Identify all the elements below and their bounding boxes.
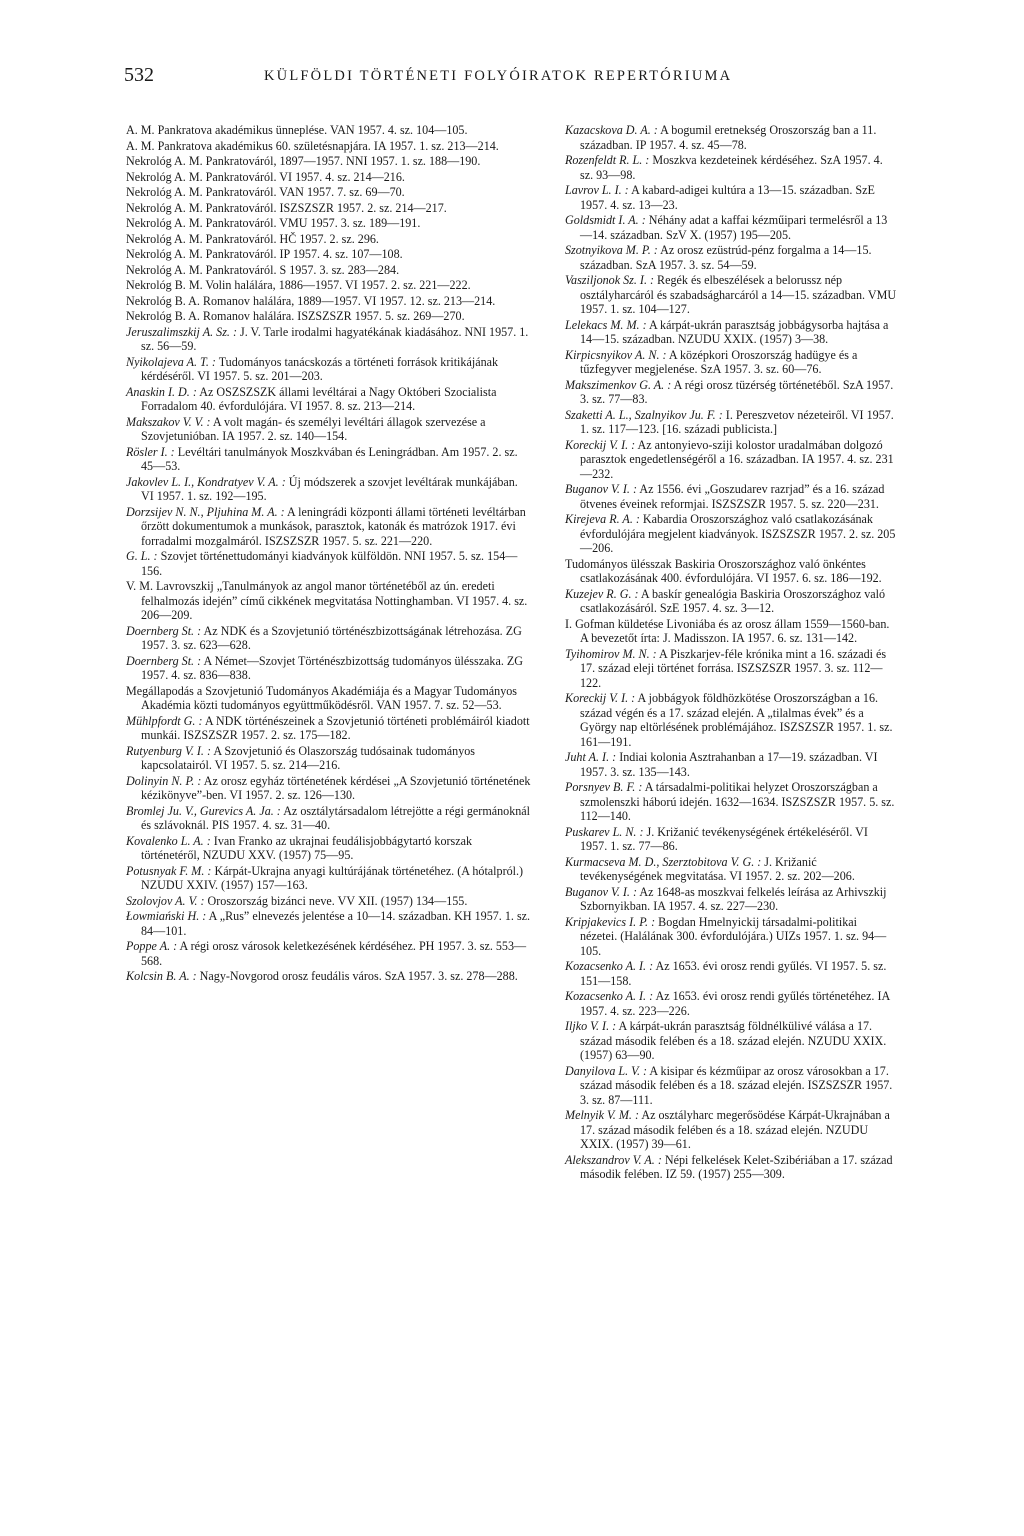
bibliography-entry [565,557,897,586]
entry-text: Szovjet történettudományi kiadványok külföldön. NNI 1957. 5. sz. 154—156. [141,549,518,578]
bibliography-entry [126,139,532,154]
entry-author: Danyilova L. V. : [565,1063,648,1078]
entry-author: Potusnyak F. M. : [126,863,212,878]
entry-author: G. L. : [126,549,158,563]
entry-text: A kisipar és kézműipar az orosz városokban a 17. század második felében és a 18. század elején. ISZSZSZR 1957. 3. sz. 87—111. [580,1063,893,1107]
entry-author: Buganov V. I. : [565,482,637,496]
entry-text: A volt magán- és személyi levéltári állagok szervezése a Szovjetunióban. IA 1957. 2. sz. 140—154. [141,414,486,443]
bibliography-entry [565,750,897,779]
entry-text: Moszkva kezdeteinek kérdéséhez. SzA 1957. 4. sz. 93—98. [580,153,883,182]
entry-text: A régi orosz tüzérség történetéből. SzA 1957. 3. sz. 77—83. [580,377,894,406]
bibliography-entry [565,348,897,377]
entry-author: Kirejeva R. A. : [565,512,640,526]
entry-text: J. Križanić tevékenységének megvitatása. VI 1957. 2. sz. 202—206. [580,854,855,883]
entry-text: Ivan Franko az ukrajnai feudálisjobbágytartó korszak történetéről, NZUDU XXV. (1957) 75—95. [141,833,473,862]
bibliography-entry [565,123,897,152]
entry-author: Juht A. I. : [565,750,617,764]
entry-text: Nekrológ A. M. Pankratováról. S 1957. 3. sz. 283—284. [126,262,400,277]
entry-author: Melnyik V. M. : [565,1108,639,1122]
entry-author: Bromlej Ju. V., Gurevics A. Ja. : [126,803,281,818]
entry-text: Nekrológ B. A. Romanov halálára. ISZSZSZR 1957. 5. sz. 269—270. [126,309,465,323]
entry-text: A Német—Szovjet Történészbizottság tudományos ülésszaka. ZG 1957. 4. sz. 836—838. [141,653,524,682]
bibliography-entry [565,989,897,1018]
entry-author: Tyihomirov M. N. : [565,646,657,661]
entry-text: Az 1556. évi „Goszudarev razrjad” és a 16. század ötvenes éveinek reformjai. ISZSZSZR 1957. 5. sz. 220—231. [580,482,885,511]
entry-text: Kabardia Oroszországhoz való csatlakozásának évfordulójára megjelent kiadványok. ISZSZSZR 1957. 2. sz. 205—206. [580,512,896,555]
bibliography-entry [565,587,897,616]
bibliography-entry [126,475,532,504]
bibliography-entry [126,939,532,968]
entry-author: Lelekacs M. M. : [565,317,647,332]
bibliography-entry [565,1108,897,1152]
entry-author: Kazacskova D. A. : [565,123,658,137]
entry-author: Jeruszalimszkij A. Sz. : [126,324,237,339]
entry-author: Kovalenko L. A. : [126,833,211,848]
entry-text: Nekrológ A. M. Pankratováról. VI 1957. 4. sz. 214—216. [126,169,405,184]
entry-text: A kabard-adigei kultúra a 13—15. században. SzE 1957. 4. sz. 13—23. [580,183,875,212]
entry-author: Doernberg St. : [126,623,202,638]
bibliography-entry [565,1064,897,1108]
entry-text: Indiai kolonia Asztrahanban a 17—19. században. VI 1957. 3. sz. 135—143. [580,750,878,779]
entry-text: Az osztálytársadalom létrejötte a régi germánoknál és szlávoknál. PIS 1957. 4. sz. 31—40. [141,803,531,832]
entry-text: Az osztályharc megerősödése Kárpát-Ukrajnában a 17. század második felében és a 18. század elején. NZUDU XXIX. (1957) 39—61. [580,1108,890,1151]
entry-author: Szolovjov A. V. : [126,893,205,908]
bibliography-entry [126,714,532,743]
entry-text: Néhány adat a kaffai kézműipari termelésről a 13—14. században. SzV X. (1957) 195—205. [580,213,888,242]
entry-text: Új módszerek a szovjet levéltárak munkájában. VI 1957. 1. sz. 192—195. [141,474,518,503]
bibliography-entry [126,744,532,773]
entry-text: A Szovjetunió és Olaszország tudósainak tudományos kapcsolatairól. VI 1957. 5. sz. 214—216. [141,743,475,772]
entry-text: Nekrológ A. M. Pankratováról. HČ 1957. 2. sz. 296. [126,231,379,246]
bibliography-entry [126,355,532,384]
entry-author: Alekszandrov V. A. : [565,1152,662,1167]
bibliography-entry [565,213,897,242]
entry-text: Megállapodás a Szovjetunió Tudományos Akadémiája és a Magyar Tudományos Akadémia közti tudományos együttműködésről. VAN 1957. 7. sz. 52—53. [126,683,517,712]
entry-author: Makszakov V. V. : [126,414,211,429]
entry-author: Vasziljonok Sz. I. : [565,273,655,287]
bibliography-entry [126,216,532,231]
entry-text: Nekrológ A. M. Pankratováról. ISZSZSZR 1957. 2. sz. 214—217. [126,200,447,215]
bibliography-entry [565,1019,897,1063]
bibliography-entry [565,825,897,854]
entry-text: A kárpát-ukrán parasztság földnélkülivé válása a 17. század második felében és a 18. század elején. NZUDU XXIX. (1957) 63—90. [580,1019,887,1062]
bibliography-entry [126,684,532,713]
entry-text: A kárpát-ukrán parasztság jobbágysorba hajtása a 14—15. században. NZUDU XXIX. (1957) 3—38. [580,317,889,346]
entry-author: Koreckij V. I. : [565,691,636,705]
bibliography-entry [565,243,897,272]
entry-text: J. Križanić tevékenységének értékeléséről. VI 1957. 1. sz. 77—86. [580,824,868,853]
bibliography-entry [126,415,532,444]
bibliography-entry [126,170,532,185]
entry-text: V. M. Lavrovszkij „Tanulmányok az angol manor történetéből az ún. eredeti felhalmozás idején” című cikkének megvitatása Nottinghamban. VI 1957. 4. sz. 206—209. [126,579,528,622]
left-column [126,123,532,985]
entry-author: Kurmacseva M. D., Szerztobitova V. G. : [565,854,762,869]
bibliography-entry [126,804,532,833]
entry-author: Porsnyev B. F. : [565,780,643,794]
entry-text: A NDK történészeinek a Szovjetunió történeti problémáiról kiadott munkái. ISZSZSZR 1957. 2. sz. 175—182. [141,713,530,742]
entry-text: Nekrológ A. M. Pankratováról. IP 1957. 4. sz. 107—108. [126,247,403,261]
entry-author: Buganov V. I. : [565,884,637,899]
entry-author: Dolinyin N. P. : [126,773,202,788]
entry-author: Jakovlev L. I., Kondratyev V. A. : [126,474,286,489]
bibliography-entry [126,325,532,354]
entry-text: A régi orosz városok keletkezésének kérdéséhez. PH 1957. 3. sz. 553—568. [141,939,527,968]
bibliography-entry [126,774,532,803]
bibliography-entry [565,617,897,646]
bibliography-entry [126,864,532,893]
entry-author: Poppe A. : [126,939,178,953]
entry-author: Szotnyikova M. P. : [565,243,658,257]
bibliography-entry [126,294,532,309]
bibliography-entry [565,691,897,749]
bibliography-entry [126,654,532,683]
bibliography-entry [565,408,897,437]
bibliography-entry [126,247,532,262]
bibliography-entry [565,482,897,511]
bibliography-entry [126,969,532,984]
page-number: 532 [124,64,154,86]
entry-text: A. M. Pankratova akadémikus 60. születésnapjára. IA 1957. 1. sz. 213—214. [126,138,499,153]
bibliography-entry [126,624,532,653]
bibliography-entry [565,378,897,407]
bibliography-entry [565,1153,897,1182]
entry-text: Nekrológ A. M. Pankratováról, 1897—1957. NNI 1957. 1. sz. 188—190. [126,154,481,168]
entry-text: Az NDK és a Szovjetunió történészbizottságának létrehozása. ZG 1957. 3. sz. 623—628. [141,623,522,652]
entry-text: Tudományos ülésszak Baskiria Oroszországhoz való önkéntes csatlakozásának 400. évfordulójára. VI 1957. 6. sz. 186—192. [565,556,882,585]
bibliography-entry [126,445,532,474]
entry-text: Az 1653. évi orosz rendi gyűlés. VI 1957. 5. sz. 151—158. [580,959,887,988]
bibliography-entry [126,834,532,863]
entry-text: A. M. Pankratova akadémikus ünneplése. VAN 1957. 4. sz. 104—105. [126,123,468,137]
bibliography-entry [565,512,897,556]
entry-author: Koreckij V. I. : [565,437,636,452]
bibliography-entry [126,185,532,200]
entry-author: Kozacsenko A. I. : [565,989,654,1003]
entry-text: A baskír genealógia Baskiria Oroszországhoz való csatlakozásáról. SzE 1957. 4. sz. 3—12. [580,586,886,615]
entry-text: Népi felkelések Kelet-Szibériában a 17. század második felében. IZ 59. (1957) 255—309. [580,1152,893,1181]
bibliography-entry [126,505,532,549]
bibliography-entry [126,894,532,909]
entry-author: Iljko V. I. : [565,1019,617,1033]
entry-text: A társadalmi-politikai helyzet Oroszországban a szmolenszki háború idején. 1632—1634. ISZSZSZR 1957. 5. sz. 112—140. [580,780,895,823]
entry-author: Szaketti A. L., Szalnyikov Ju. F. : [565,407,723,422]
right-column [565,123,897,1183]
entry-text: A jobbágyok földhözkötése Oroszországban a 16. század végén és a 17. század elején. A „tilalmas évek” és a György nap eltörlésének problémájához. ISZSZSZR 1957. 1. sz. 161—191. [580,691,893,749]
entry-author: Doernberg St. : [126,653,202,668]
entry-text: Az orosz egyház történetének kérdései „A Szovjetunió történetének kézikönyve”-ben. VI 1957. 2. sz. 126—130. [141,773,531,802]
entry-text: Tudományos tanácskozás a történeti források kritikájának kérdéséről. VI 1957. 5. sz. 201—203. [141,354,499,383]
entry-text: Nagy-Novgorod orosz feudális város. SzA 1957. 3. sz. 278—288. [196,969,518,983]
entry-author: Kirpicsnyikov A. N. : [565,347,667,362]
bibliography-entry [565,318,897,347]
entry-text: I. Pereszvetov nézeteiről. VI 1957. 1. sz. 117—123. [16. századi publicista.] [580,407,894,436]
entry-text: Bogdan Hmelnyickij társadalmi-politikai nézetei. (Halálának 300. évfordulójára.) UIZs 1957. 1. sz. 94—105. [580,914,887,958]
entry-author: Kozacsenko A. I. : [565,959,654,973]
entry-text: Az orosz ezüstrúd-pénz forgalma a 14—15. században. SzA 1957. 3. sz. 54—59. [580,243,872,272]
bibliography-entry [565,885,897,914]
bibliography-entry [126,549,532,578]
entry-author: Goldsmidt I. A. : [565,213,646,227]
bibliography-entry [565,438,897,482]
entry-text: Nekrológ B. M. Volin halálára, 1886—1957. VI 1957. 2. sz. 221—222. [126,278,471,292]
entry-author: Mühlpfordt G. : [126,713,203,728]
entry-text: A leningrádi központi állami történeti levéltárban őrzött dokumentumok a munkások, parasztok, katonák és matrózok 1917. évi forradalmi mozgalmáról. ISZSZSZR 1957. 5. sz. 221—220. [141,504,526,548]
entry-text: Az 1653. évi orosz rendi gyűlés történetéhez. IA 1957. 4. sz. 223—226. [580,989,890,1018]
bibliography-entry [126,232,532,247]
entry-author: Kuzejev R. G. : [565,586,639,601]
entry-text: Az 1648-as moszkvai felkelés leírása az Arhivszkij Szbornyikban. IA 1957. 4. sz. 227—230. [580,884,887,913]
entry-author: Lavrov L. I. : [565,183,629,197]
bibliography-entry [126,278,532,293]
bibliography-entry [565,183,897,212]
entry-author: Puskarev L. N. : [565,824,644,839]
bibliography-entry [565,780,897,824]
entry-text: Levéltári tanulmányok Moszkvában és Leningrádban. Am 1957. 2. sz. 45—53. [141,444,518,473]
running-head: KÜLFÖLDI TÖRTÉNETI FOLYÓIRATOK REPERTÓRIUMA [264,68,733,84]
entry-author: Rösler I. : [126,444,175,459]
entry-author: Makszimenkov G. A. : [565,377,672,392]
bibliography-entry [565,273,897,317]
entry-author: Rozenfeldt R. L. : [565,153,650,167]
entry-author: Dorzsijev N. N., Pljuhina M. A. : [126,504,285,519]
entry-text: Oroszország bizánci neve. VV XII. (1957) 134—155. [204,893,468,908]
bibliography-entry [126,263,532,278]
bibliography-entry [565,915,897,959]
entry-author: Kolcsin B. A. : [126,969,197,983]
entry-text: A középkori Oroszország hadügye és a tűzfegyver megjelenése. SzA 1957. 3. sz. 60—76. [580,347,858,376]
entry-text: Kárpát-Ukrajna anyagi kultúrájának történetéhez. (A hótalpról.) NZUDU XXIV. (1957) 157—163. [141,863,524,892]
entry-author: Rutyenburg V. I. : [126,743,211,758]
entry-author: Anaskin I. D. : [126,384,197,399]
entry-text: Az OSZSZSZK állami levéltárai a Nagy Októberi Szocialista Forradalom 40. évfordulójára. VI 1957. 8. sz. 213—214. [141,384,497,413]
entry-text: I. Gofman küldetése Livoniába és az orosz állam 1559—1560-ban. A bevezetőt írta: J. Madisszon. IA 1957. 6. sz. 131—142. [565,616,890,645]
entry-author: Nyikolajeva A. T. : [126,354,216,369]
entry-text: Az antonyievo-sziji kolostor uradalmában dolgozó parasztok engedetlenségéről a 16. században. IA 1957. 4. sz. 231—232. [580,437,894,481]
bibliography-entry [565,855,897,884]
bibliography-entry [126,385,532,414]
entry-text: A Piszkarjev-féle krónika mint a 16. századi és 17. század eleji történet forrása. ISZSZSZR 1957. 3. sz. 112—122. [580,646,887,690]
entry-text: A „Rus” elnevezés jelentése a 10—14. században. KH 1957. 1. sz. 84—101. [141,909,531,938]
entry-author: Kripjakevics I. P. : [565,914,656,929]
bibliography-entry [565,153,897,182]
bibliography-entry [126,909,532,938]
entry-text: A bogumil eretnekség Oroszország ban a 11. században. IP 1957. 4. sz. 45—78. [580,123,877,152]
entry-text: Nekrológ A. M. Pankratováról. VAN 1957. 7. sz. 69—70. [126,185,405,199]
bibliography-entry [126,201,532,216]
entry-text: Nekrológ B. A. Romanov halálára, 1889—1957. VI 1957. 12. sz. 213—214. [126,293,496,308]
entry-text: Nekrológ A. M. Pankratováról. VMU 1957. 3. sz. 189—191. [126,216,421,230]
bibliography-entry [565,959,897,988]
entry-text: J. V. Tarle irodalmi hagyatékának kiadásához. NNI 1957. 1. sz. 56—59. [141,324,529,353]
entry-text: Regék és elbeszélések a belorussz nép osztályharcáról és szabadságharcáról a 14—15. században. VMU 1957. 1. sz. 104—127. [580,273,897,316]
bibliography-entry [126,154,532,169]
bibliography-entry [126,309,532,324]
entry-author: Łowmiański H. : [126,909,207,923]
bibliography-entry [126,123,532,138]
bibliography-entry [126,579,532,623]
bibliography-entry [565,647,897,691]
